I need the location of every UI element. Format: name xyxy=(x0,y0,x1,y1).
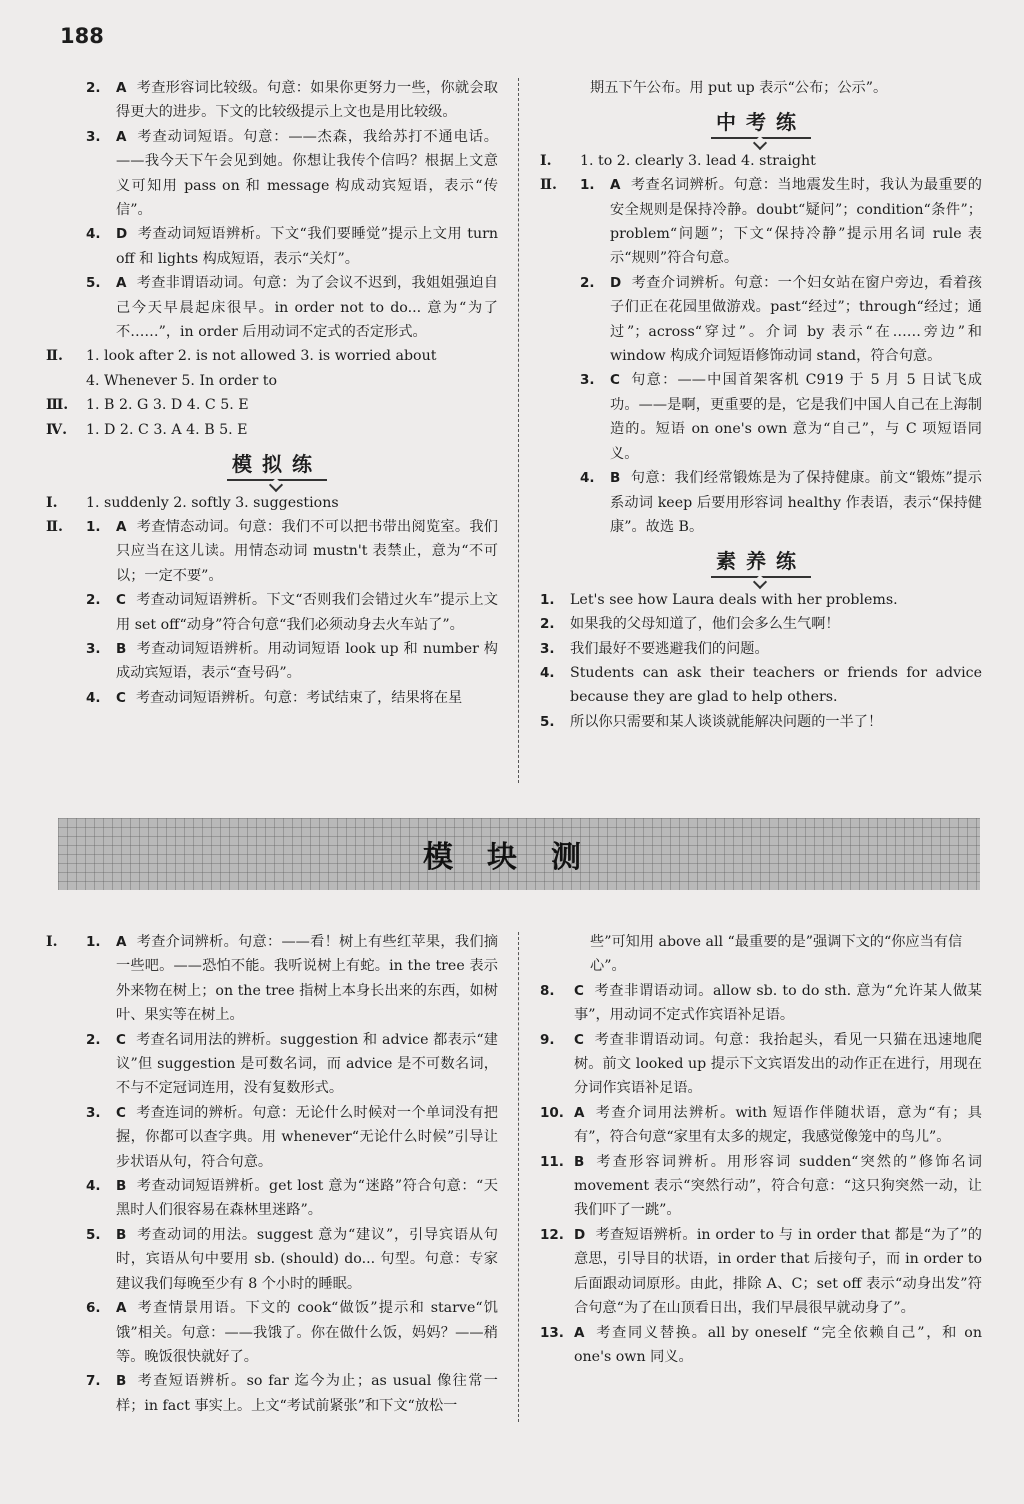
answer-row: Ⅱ. 1. look after 2. is not allowed 3. is worried about xyxy=(46,348,437,365)
list-item: 2. C 考查名词用法的辨析。suggestion 和 advice 都表示“建议”但 suggestion 是可数名词，而 advice 是不可数名词，不与不定冠词连用，没有复数形式。 xyxy=(86,1031,498,1097)
right-top-column xyxy=(540,76,982,734)
continuation-text: 期五下午公布。用 put up 表示“公布；公示”。 xyxy=(590,80,888,96)
list-item: 4. C 考查动词短语辨析。句意：考试结束了，结果将在星 xyxy=(86,689,463,706)
list-item: 4. D 考查动词短语辨析。下文“我们要睡觉”提示上文用 turn off 和 lights 构成短语，表示“关灯”。 xyxy=(86,226,498,267)
section-title-literacy: 素养练 xyxy=(540,549,982,577)
list-item: 2. 如果我的父母知道了，他们会多么生气啊！ xyxy=(540,616,840,633)
section-title-mock: 模拟练 xyxy=(56,452,498,480)
list-item: 12. D 考查短语辨析。in order to 与 in order that 都是“为了”的意思，引导目的状语，in order that 后接句子，而 in order to 后面跟动词原形。由此，排除 A、C；set off 表示“动身出发”符合句意“为了在山顶看日出，我们早晨很早就动身了”。 xyxy=(540,1226,982,1317)
answer-row: 4. Whenever 5. In order to xyxy=(86,372,278,389)
list-item: 3. C 考查连词的辨析。句意：无论什么时候对一个单词没有把握，你都可以查字典。用 whenever“无论什么时候”引导让步状语从句，符合句意。 xyxy=(86,1104,498,1170)
list-item: 6. A 考查情景用语。下文的 cook“做饭”提示和 starve“饥饿”相关。句意：——我饿了。你在做什么饭，妈妈？——稍等。晚饭很快就好了。 xyxy=(86,1300,498,1365)
list-item: 8. C 考查非谓语动词。allow sb. to do sth. 意为“允许某人做某事”，用动词不定式作宾语补足语。 xyxy=(540,982,982,1024)
list-item: 9. C 考查非谓语动词。句意：我抬起头，看见一只猫在迅速地爬树。前文 looked up 提示下文宾语发出的动作正在进行，用现在分词作宾语补足语。 xyxy=(540,1031,982,1097)
list-item: 3. C 句意：——中国首架客机 C919 于 5 月 5 日试飞成功。——是啊，更重要的是，它是我们中国人自己在上海制造的。短语 on one's own 意为“自己”，与 C 项短语同义。 xyxy=(580,372,982,462)
answer-row: Ⅰ. 1. suddenly 2. softly 3. suggestions xyxy=(46,494,339,511)
list-item: 4. Students can ask their teachers or friends for advice because they are glad to help others. xyxy=(540,664,982,706)
section-title-exam: 中考练 xyxy=(540,110,982,138)
list-item: 4. B 句意：我们经常锻炼是为了保持健康。前文“锻炼”提示系动词 keep 后要用形容词 healthy 作表语，表示“保持健康”。故选 B。 xyxy=(580,470,982,535)
list-item: 11. B 考查形容词辨析。用形容词 sudden“突然的”修饰名词 movement 表示“突然行动”，符合句意：“这只狗突然一动，让我们吓了一跳”。 xyxy=(540,1153,982,1219)
list-item: 3. 我们最好不要逃避我们的问题。 xyxy=(540,640,769,657)
list-item: 2. A 考查形容词比较级。句意：如果你更努力一些，你就会取得更大的进步。下文的比较级提示上文也是用比较级。 xyxy=(86,80,498,121)
column-divider xyxy=(518,78,519,783)
answer-row: Ⅲ. 1. B 2. G 3. D 4. C 5. E xyxy=(46,397,249,414)
answer-row: Ⅳ. 1. D 2. C 3. A 4. B 5. E xyxy=(46,421,248,438)
left-bottom-column xyxy=(46,930,498,1418)
column-divider xyxy=(518,932,519,1422)
answer-row: Ⅰ. 1. to 2. clearly 3. lead 4. straight xyxy=(540,152,816,169)
list-item: 5. B 考查动词的用法。suggest 意为“建议”，引导宾语从句时，宾语从句中要用 sb. (should) do... 句型。句意：专家建议我们每晚至少有 8 个小时的睡眠。 xyxy=(86,1226,498,1292)
list-item: 2. D 考查介词辨析。句意：一个妇女站在窗户旁边，看着孩子们正在花园里做游戏。past“经过”；through“经过；通过”；across“穿过”。介词 by 表示“在……旁边”和 window 构成介词短语修饰动词 stand，符合句意。 xyxy=(580,274,982,365)
list-item: 10. A 考查介词用法辨析。with 短语作伴随状语，意为“有；具有”，符合句意“家里有太多的规定，我感觉像笼中的鸟儿”。 xyxy=(540,1104,982,1146)
list-item: 4. B 考查动词短语辨析。get lost 意为“迷路”符合句意：“天黑时人们很容易在森林里迷路”。 xyxy=(86,1178,498,1219)
list-item: 13. A 考查同义替换。all by oneself “完全依赖自己”，和 on one's own 同义。 xyxy=(540,1324,982,1365)
list-item: 2. C 考查动词短语辨析。下文“否则我们会错过火车”提示上文用 set off“动身”符合句意“我们必须动身去火车站了”。 xyxy=(86,592,498,633)
list-item: 5. 所以你只需要和某人谈谈就能解决问题的一半了！ xyxy=(540,713,883,730)
list-item: 1. Let's see how Laura deals with her problems. xyxy=(540,591,898,608)
list-item: 7. B 考查短语辨析。so far 迄今为止；as usual 像往常一样；in fact 事实上。上文“考试前紧张”和下文“放松一 xyxy=(86,1373,498,1414)
left-top-column xyxy=(46,76,498,710)
list-item: Ⅱ. 1. A 考查名词辨析。句意：当地震发生时，我认为最重要的安全规则是保持冷静。doubt“疑问”；condition“条件”；problem“问题”；下文“保持冷静”提示用名词 rule 表示“规则”符合句意。 xyxy=(540,177,982,267)
page-number: 188 xyxy=(60,24,104,48)
right-bottom-column xyxy=(540,930,982,1369)
list-item: 3. B 考查动词短语辨析。用动词短语 look up 和 number 构成动宾短语，表示“查号码”。 xyxy=(86,640,498,682)
banner-title: 模块测 xyxy=(423,840,615,875)
continuation-text: 些”可知用 above all “最重要的是”强调下文的“你应当有信心”。 xyxy=(590,934,963,975)
list-item: Ⅰ. 1. A 考查介词辨析。句意：——看！树上有些红苹果，我们摘一些吧。——恐怕不能。我听说树上有蛇。in the tree 表示外来物在树上；on the tree 指树上本身长出来的东西，如树叶、果实等在树上。 xyxy=(46,934,498,1024)
list-item: Ⅱ. 1. A 考查情态动词。句意：我们不可以把书带出阅览室。我们只应当在这儿读。用情态动词 mustn't 表禁止，意为“不可以；一定不要”。 xyxy=(46,518,498,584)
list-item: 3. A 考查动词短语。句意：——杰森，我给苏打不通电话。——我今天下午会见到她。你想让我传个信吗？根据上文意义可知用 pass on 和 message 构成动宾短语，表示“传信”。 xyxy=(86,128,498,219)
module-test-banner xyxy=(58,818,980,890)
list-item: 5. A 考查非谓语动词。句意：为了会议不迟到，我姐姐强迫自己今天早晨起床很早。in order not to do... 意为“为了不……”，in order 后用动词不定式的否定形式。 xyxy=(86,275,498,341)
